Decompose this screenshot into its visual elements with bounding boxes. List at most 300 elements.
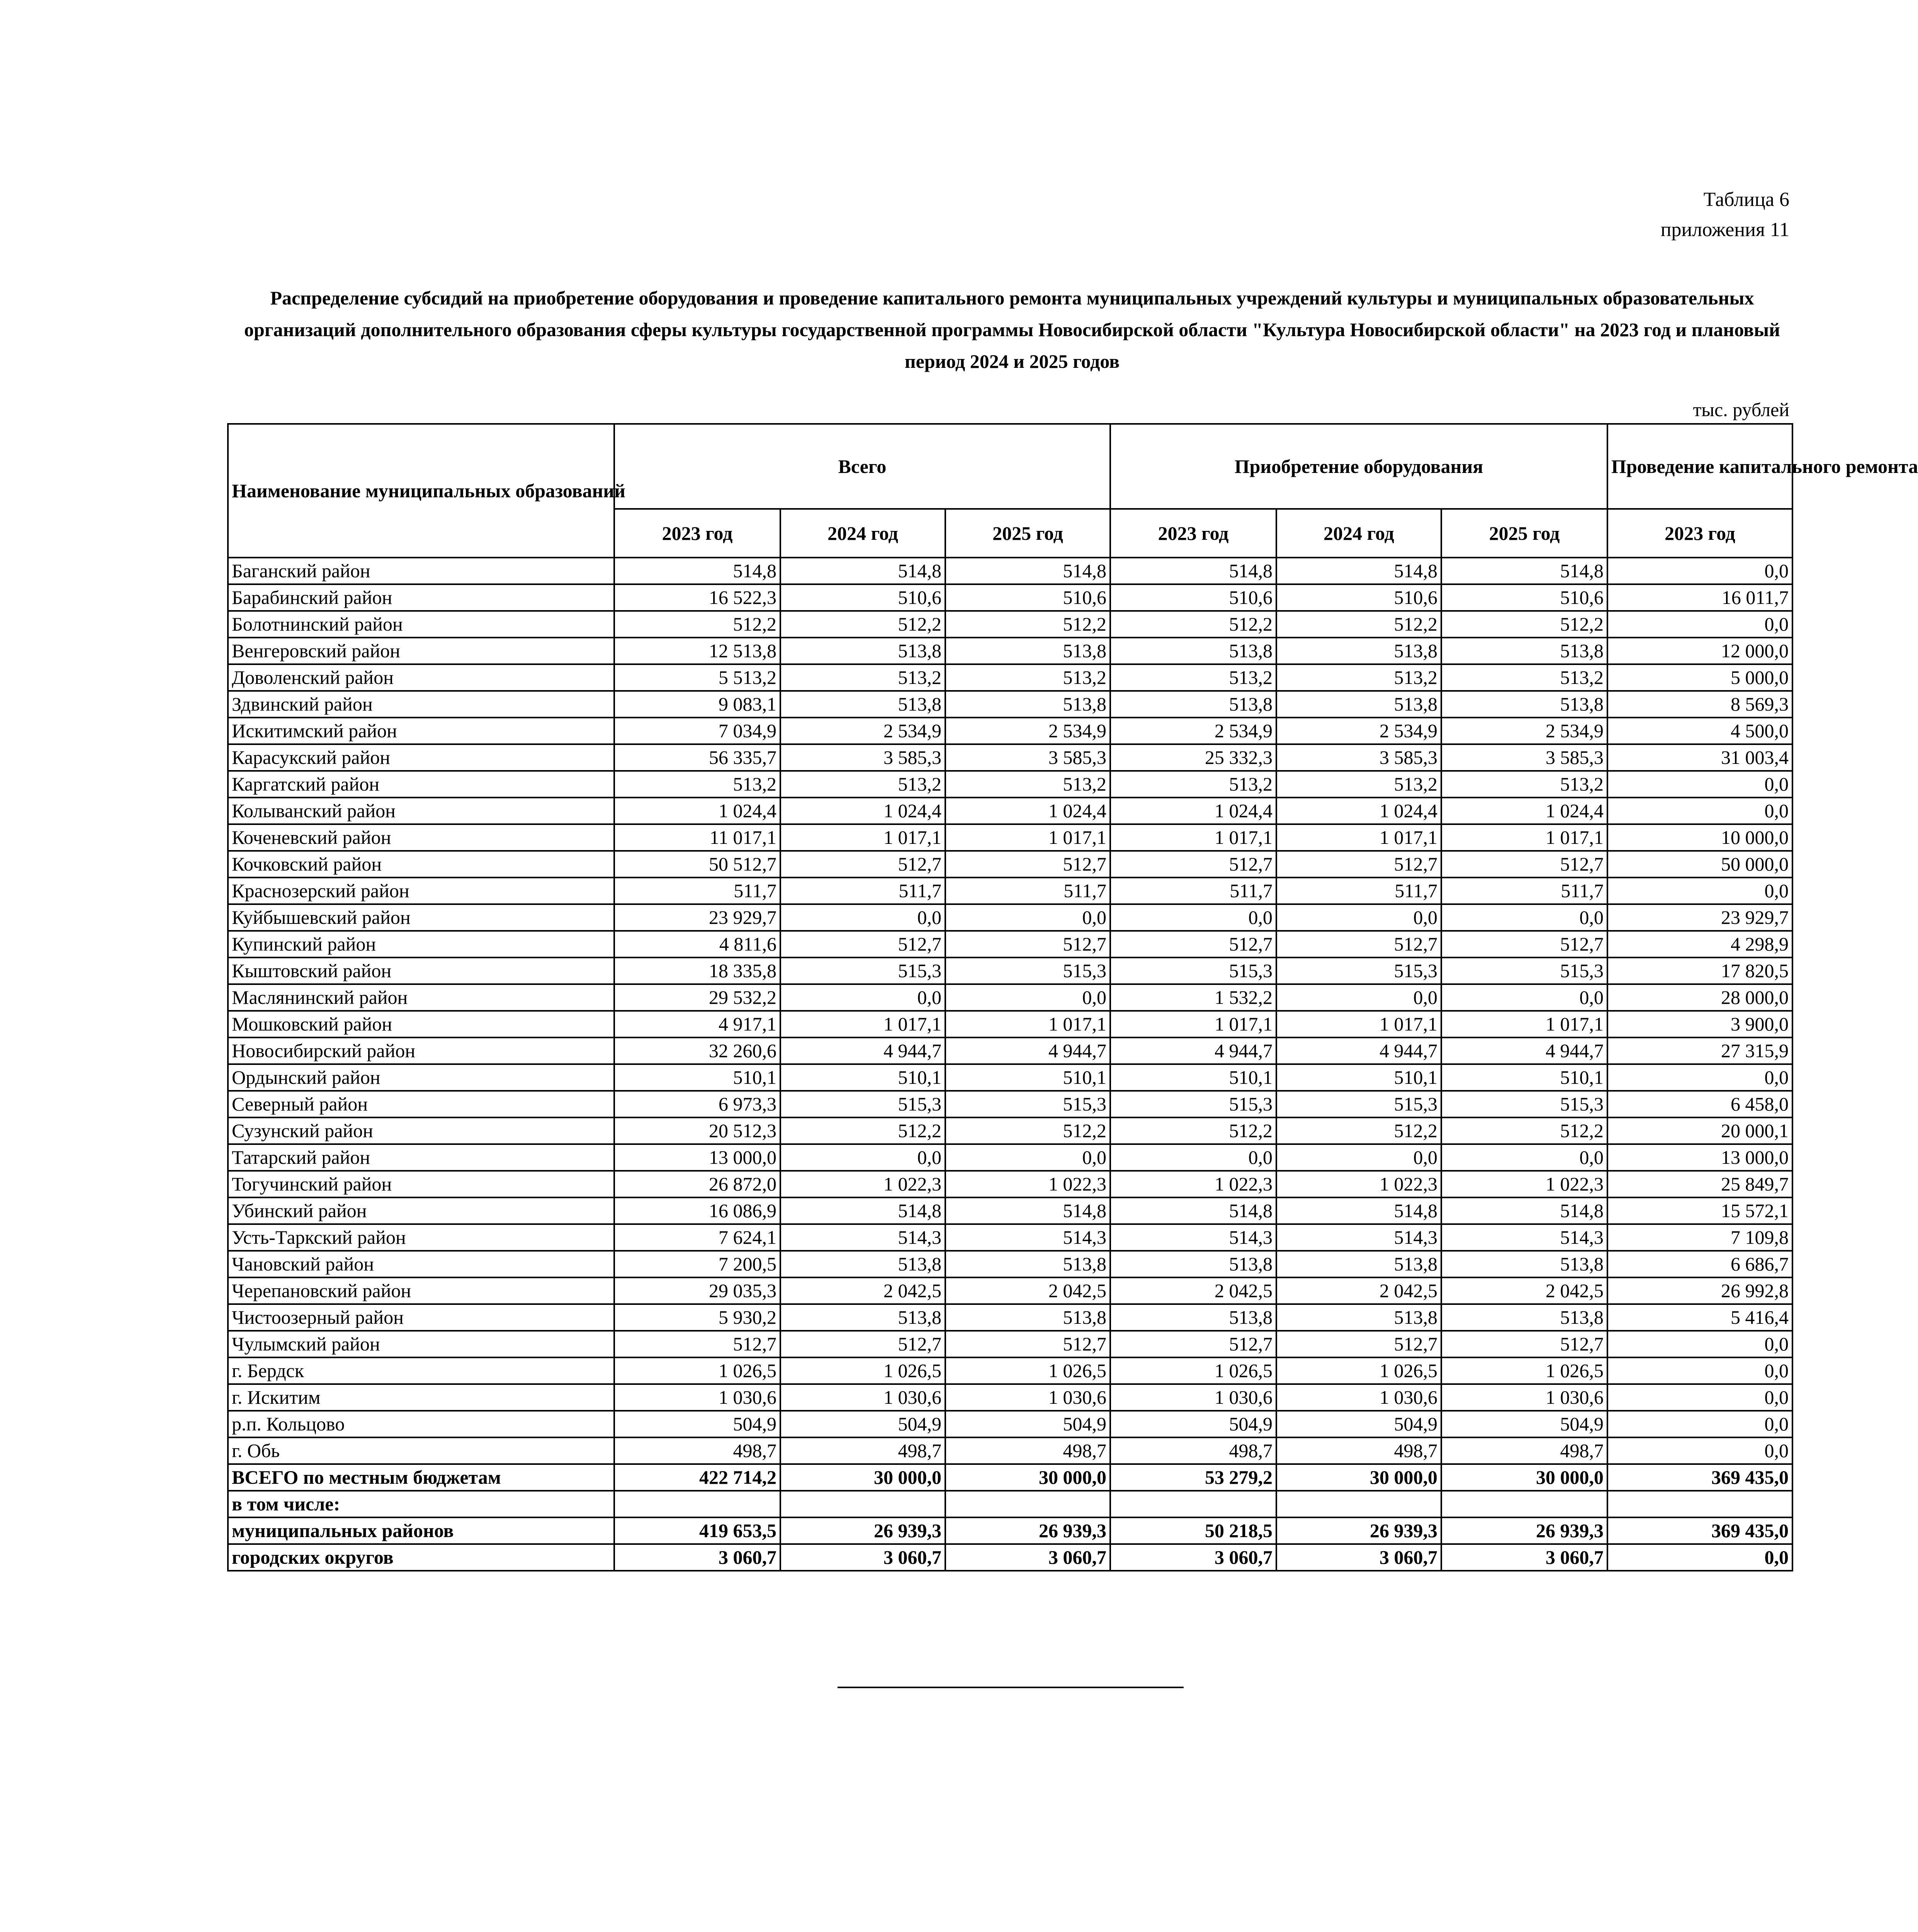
cell-value: 1 030,6 <box>1441 1384 1607 1411</box>
cell-municipality: Колыванский район <box>228 798 614 824</box>
cell-value: 1 026,5 <box>614 1357 780 1384</box>
cell-value: 1 026,5 <box>780 1357 945 1384</box>
cell-value: 514,8 <box>1110 558 1276 584</box>
cell-value: 1 017,1 <box>1276 824 1441 851</box>
table-row <box>228 611 1792 638</box>
cell-value: 15 572,1 <box>1607 1197 1792 1224</box>
cell-value: 2 042,5 <box>1276 1277 1441 1304</box>
year-header: 2024 год <box>780 509 945 558</box>
cell-value: 510,6 <box>780 584 945 611</box>
cell-value: 512,2 <box>1276 611 1441 638</box>
cell-value: 7 624,1 <box>614 1224 780 1251</box>
cell-value: 513,8 <box>1276 1304 1441 1331</box>
cell-value: 0,0 <box>1110 1144 1276 1171</box>
table-row <box>228 1224 1792 1251</box>
cell-value: 515,3 <box>945 1091 1110 1117</box>
cell-value: 513,8 <box>780 691 945 718</box>
cell-value: 513,2 <box>1276 664 1441 691</box>
cell-value: 513,8 <box>1110 638 1276 664</box>
cell-municipality: Чистоозерный район <box>228 1304 614 1331</box>
cell-value: 6 686,7 <box>1607 1251 1792 1277</box>
cell-value: 515,3 <box>1110 957 1276 984</box>
cell-value: 4 944,7 <box>780 1037 945 1064</box>
cell-value: 1 017,1 <box>780 1011 945 1037</box>
cell-value: 27 315,9 <box>1607 1037 1792 1064</box>
cell-value: 514,3 <box>780 1224 945 1251</box>
cell-value: 510,1 <box>614 1064 780 1091</box>
cell-value: 0,0 <box>1110 904 1276 931</box>
cell-value: 1 017,1 <box>1110 824 1276 851</box>
year-header: 2023 год <box>1607 509 1792 558</box>
table-row <box>228 931 1792 957</box>
cell-municipality: Баганский район <box>228 558 614 584</box>
cell-value: 0,0 <box>1607 878 1792 904</box>
cell-value: 1 024,4 <box>614 798 780 824</box>
cell-value: 1 024,4 <box>1441 798 1607 824</box>
cell-value: 7 034,9 <box>614 718 780 744</box>
cell-value: 6 458,0 <box>1607 1091 1792 1117</box>
cell-municipality: Чулымский район <box>228 1331 614 1357</box>
cell-value: 369 435,0 <box>1607 1464 1792 1491</box>
cell-value: 513,8 <box>945 638 1110 664</box>
total-row <box>228 1464 1792 1491</box>
cell-value: 513,8 <box>780 638 945 664</box>
cell-value: 12 000,0 <box>1607 638 1792 664</box>
cell-value: 512,2 <box>1441 611 1607 638</box>
cell-value: 23 929,7 <box>1607 904 1792 931</box>
cell-value: 511,7 <box>1441 878 1607 904</box>
cell-value: 3 060,7 <box>780 1544 945 1571</box>
cell-value: 513,8 <box>1110 1304 1276 1331</box>
cell-value: 3 060,7 <box>1441 1544 1607 1571</box>
cell-value: 512,7 <box>945 851 1110 878</box>
cell-municipality: Новосибирский район <box>228 1037 614 1064</box>
cell-value: 0,0 <box>945 1144 1110 1171</box>
cell-value: 513,8 <box>1276 1251 1441 1277</box>
cell-value: 513,2 <box>1110 771 1276 798</box>
cell-value: 504,9 <box>1110 1411 1276 1437</box>
cell-municipality: г. Искитим <box>228 1384 614 1411</box>
cell-value: 513,2 <box>780 664 945 691</box>
cell-municipality: ВСЕГО по местным бюджетам <box>228 1464 614 1491</box>
cell-value: 1 017,1 <box>945 824 1110 851</box>
cell-municipality: Кыштовский район <box>228 957 614 984</box>
table-row <box>228 1437 1792 1464</box>
cell-municipality: Чановский район <box>228 1251 614 1277</box>
cell-value: 504,9 <box>780 1411 945 1437</box>
cell-value: 512,7 <box>1110 1331 1276 1357</box>
cell-value: 513,8 <box>1110 691 1276 718</box>
table-row <box>228 1064 1792 1091</box>
cell-value: 504,9 <box>1276 1411 1441 1437</box>
cell-value: 1 030,6 <box>780 1384 945 1411</box>
cell-municipality: Барабинский район <box>228 584 614 611</box>
cell-value: 20 512,3 <box>614 1117 780 1144</box>
cell-value: 16 522,3 <box>614 584 780 611</box>
cell-value: 512,7 <box>1441 1331 1607 1357</box>
cell-value: 31 003,4 <box>1607 744 1792 771</box>
cell-value: 498,7 <box>1276 1437 1441 1464</box>
cell-value: 0,0 <box>1607 1437 1792 1464</box>
cell-value: 13 000,0 <box>1607 1144 1792 1171</box>
cell-value: 1 030,6 <box>945 1384 1110 1411</box>
cell-value: 26 939,3 <box>1276 1517 1441 1544</box>
cell-value: 7 109,8 <box>1607 1224 1792 1251</box>
cell-value: 1 017,1 <box>1441 824 1607 851</box>
cell-value: 510,6 <box>945 584 1110 611</box>
cell-value: 498,7 <box>614 1437 780 1464</box>
cell-value: 514,3 <box>945 1224 1110 1251</box>
cell-municipality: Карасукский район <box>228 744 614 771</box>
cell-value: 4 944,7 <box>1441 1037 1607 1064</box>
cell-value: 504,9 <box>614 1411 780 1437</box>
table-reference <box>1661 185 1789 245</box>
cell-value: 17 820,5 <box>1607 957 1792 984</box>
cell-value: 4 811,6 <box>614 931 780 957</box>
cell-value: 5 930,2 <box>614 1304 780 1331</box>
table-row <box>228 1144 1792 1171</box>
cell-value: 510,6 <box>1110 584 1276 611</box>
cell-value: 510,1 <box>1110 1064 1276 1091</box>
cell-value: 513,8 <box>945 1251 1110 1277</box>
cell-value: 3 060,7 <box>1276 1544 1441 1571</box>
cell-value: 1 017,1 <box>945 1011 1110 1037</box>
cell-value: 3 060,7 <box>614 1544 780 1571</box>
cell-municipality: городских округов <box>228 1544 614 1571</box>
cell-municipality: Краснозерский район <box>228 878 614 904</box>
column-header-repair: Проведение капитального ремонта <box>1607 424 1792 509</box>
cell-value: 422 714,2 <box>614 1464 780 1491</box>
cell-value: 30 000,0 <box>945 1464 1110 1491</box>
cell-value: 7 200,5 <box>614 1251 780 1277</box>
total-row <box>228 1544 1792 1571</box>
cell-value: 512,7 <box>1441 851 1607 878</box>
cell-value: 2 042,5 <box>945 1277 1110 1304</box>
cell-value: 514,8 <box>780 558 945 584</box>
cell-value: 513,2 <box>780 771 945 798</box>
cell-value: 513,2 <box>1110 664 1276 691</box>
cell-value: 4 917,1 <box>614 1011 780 1037</box>
table-label: Таблица 6 <box>1703 189 1789 211</box>
cell-value <box>1441 1491 1607 1517</box>
cell-value: 1 022,3 <box>1441 1171 1607 1197</box>
cell-value: 1 024,4 <box>1276 798 1441 824</box>
cell-value: 56 335,7 <box>614 744 780 771</box>
cell-value: 0,0 <box>780 1144 945 1171</box>
cell-value: 4 500,0 <box>1607 718 1792 744</box>
table-row <box>228 1411 1792 1437</box>
cell-value: 26 939,3 <box>945 1517 1110 1544</box>
cell-value: 512,2 <box>614 611 780 638</box>
cell-value: 32 260,6 <box>614 1037 780 1064</box>
cell-value: 2 534,9 <box>1276 718 1441 744</box>
cell-value: 1 017,1 <box>1110 1011 1276 1037</box>
table-row <box>228 798 1792 824</box>
cell-value: 1 026,5 <box>1441 1357 1607 1384</box>
cell-value: 1 026,5 <box>1110 1357 1276 1384</box>
cell-value: 510,1 <box>1276 1064 1441 1091</box>
cell-value: 512,7 <box>780 851 945 878</box>
cell-value: 515,3 <box>1441 1091 1607 1117</box>
cell-value: 512,7 <box>1441 931 1607 957</box>
column-header-equipment: Приобретение оборудования <box>1110 424 1607 509</box>
cell-value: 419 653,5 <box>614 1517 780 1544</box>
table-row <box>228 824 1792 851</box>
cell-municipality: Тогучинский район <box>228 1171 614 1197</box>
cell-value: 0,0 <box>1607 611 1792 638</box>
cell-value: 0,0 <box>1607 1331 1792 1357</box>
cell-value: 0,0 <box>1276 1144 1441 1171</box>
table-row <box>228 771 1792 798</box>
cell-value: 26 939,3 <box>1441 1517 1607 1544</box>
table-row <box>228 1197 1792 1224</box>
cell-value: 3 060,7 <box>945 1544 1110 1571</box>
cell-municipality: Ордынский район <box>228 1064 614 1091</box>
cell-value: 0,0 <box>945 984 1110 1011</box>
cell-municipality: Кочковский район <box>228 851 614 878</box>
cell-value: 4 298,9 <box>1607 931 1792 957</box>
table-row <box>228 904 1792 931</box>
cell-value: 514,3 <box>1441 1224 1607 1251</box>
cell-value: 513,8 <box>780 1251 945 1277</box>
cell-value: 515,3 <box>1110 1091 1276 1117</box>
cell-value: 514,8 <box>1441 558 1607 584</box>
cell-value: 0,0 <box>780 904 945 931</box>
cell-value: 512,7 <box>1276 931 1441 957</box>
cell-value: 12 513,8 <box>614 638 780 664</box>
cell-value: 512,7 <box>1110 851 1276 878</box>
cell-value: 513,8 <box>1441 1251 1607 1277</box>
year-header: 2023 год <box>614 509 780 558</box>
cell-value: 2 042,5 <box>780 1277 945 1304</box>
cell-value: 513,8 <box>945 691 1110 718</box>
cell-value: 3 585,3 <box>780 744 945 771</box>
table-body <box>228 558 1792 1571</box>
cell-value: 5 513,2 <box>614 664 780 691</box>
table-row <box>228 1171 1792 1197</box>
cell-value: 4 944,7 <box>945 1037 1110 1064</box>
subsidy-table <box>227 423 1918 1571</box>
header-row-groups <box>228 424 1792 509</box>
cell-value: 512,2 <box>1110 1117 1276 1144</box>
table-row <box>228 1384 1792 1411</box>
cell-value: 514,8 <box>1276 1197 1441 1224</box>
cell-value: 5 000,0 <box>1607 664 1792 691</box>
cell-municipality: г. Бердск <box>228 1357 614 1384</box>
cell-value: 498,7 <box>1110 1437 1276 1464</box>
cell-municipality: Маслянинский район <box>228 984 614 1011</box>
cell-value: 1 030,6 <box>1276 1384 1441 1411</box>
bottom-divider <box>838 1687 1184 1688</box>
cell-value <box>945 1491 1110 1517</box>
cell-value: 13 000,0 <box>614 1144 780 1171</box>
cell-municipality: муниципальных районов <box>228 1517 614 1544</box>
cell-value: 515,3 <box>1276 957 1441 984</box>
cell-value: 512,2 <box>1441 1117 1607 1144</box>
cell-municipality: Каргатский район <box>228 771 614 798</box>
cell-municipality: Убинский район <box>228 1197 614 1224</box>
cell-value: 20 000,1 <box>1607 1117 1792 1144</box>
cell-value: 510,6 <box>1276 584 1441 611</box>
column-header-total: Всего <box>614 424 1110 509</box>
cell-value: 9 083,1 <box>614 691 780 718</box>
cell-value: 513,2 <box>945 771 1110 798</box>
units-label: тыс. рублей <box>1693 399 1789 420</box>
cell-value: 513,2 <box>1276 771 1441 798</box>
cell-value: 510,1 <box>1441 1064 1607 1091</box>
cell-value: 2 534,9 <box>945 718 1110 744</box>
cell-value: 514,8 <box>945 558 1110 584</box>
cell-value: 513,8 <box>1441 691 1607 718</box>
cell-value: 512,7 <box>1110 931 1276 957</box>
cell-value: 5 416,4 <box>1607 1304 1792 1331</box>
cell-municipality: Черепановский район <box>228 1277 614 1304</box>
cell-value: 11 017,1 <box>614 824 780 851</box>
cell-value: 514,8 <box>945 1197 1110 1224</box>
cell-value: 514,8 <box>1276 558 1441 584</box>
cell-value: 1 026,5 <box>1276 1357 1441 1384</box>
cell-value: 0,0 <box>1607 558 1792 584</box>
cell-value: 2 042,5 <box>1441 1277 1607 1304</box>
cell-value: 50 000,0 <box>1607 851 1792 878</box>
cell-value: 26 872,0 <box>614 1171 780 1197</box>
cell-value: 515,3 <box>945 957 1110 984</box>
cell-value: 513,2 <box>614 771 780 798</box>
cell-value: 510,6 <box>1441 584 1607 611</box>
table-row <box>228 1011 1792 1037</box>
cell-value: 0,0 <box>1607 1544 1792 1571</box>
cell-value: 512,7 <box>945 1331 1110 1357</box>
cell-value: 2 042,5 <box>1110 1277 1276 1304</box>
cell-value: 1 022,3 <box>780 1171 945 1197</box>
cell-value <box>1276 1491 1441 1517</box>
table-row <box>228 718 1792 744</box>
cell-value: 513,8 <box>1441 638 1607 664</box>
year-header: 2025 год <box>945 509 1110 558</box>
cell-value: 23 929,7 <box>614 904 780 931</box>
cell-value: 513,8 <box>1441 1304 1607 1331</box>
cell-value: 3 585,3 <box>945 744 1110 771</box>
cell-value: 498,7 <box>780 1437 945 1464</box>
cell-value: 1 022,3 <box>945 1171 1110 1197</box>
cell-value: 512,7 <box>614 1331 780 1357</box>
cell-value: 513,2 <box>1441 771 1607 798</box>
cell-value: 50 512,7 <box>614 851 780 878</box>
cell-value: 1 022,3 <box>1276 1171 1441 1197</box>
cell-value: 514,8 <box>780 1197 945 1224</box>
cell-value: 0,0 <box>1607 1357 1792 1384</box>
cell-value: 28 000,0 <box>1607 984 1792 1011</box>
cell-value: 513,8 <box>1110 1251 1276 1277</box>
cell-value: 512,7 <box>945 931 1110 957</box>
cell-value: 30 000,0 <box>1276 1464 1441 1491</box>
cell-value: 498,7 <box>1441 1437 1607 1464</box>
cell-value: 512,7 <box>1276 851 1441 878</box>
cell-value: 3 900,0 <box>1607 1011 1792 1037</box>
table-row <box>228 1304 1792 1331</box>
table-row <box>228 1331 1792 1357</box>
cell-value: 513,8 <box>945 1304 1110 1331</box>
cell-value: 511,7 <box>1110 878 1276 904</box>
cell-value: 512,2 <box>780 611 945 638</box>
cell-value: 0,0 <box>780 984 945 1011</box>
cell-municipality: Здвинский район <box>228 691 614 718</box>
cell-value: 2 534,9 <box>1441 718 1607 744</box>
cell-value: 515,3 <box>780 1091 945 1117</box>
cell-value: 6 973,3 <box>614 1091 780 1117</box>
table-row <box>228 1091 1792 1117</box>
cell-value: 0,0 <box>1607 1411 1792 1437</box>
cell-value: 10 000,0 <box>1607 824 1792 851</box>
cell-value: 29 532,2 <box>614 984 780 1011</box>
table-row <box>228 584 1792 611</box>
table-row <box>228 744 1792 771</box>
cell-municipality: в том числе: <box>228 1491 614 1517</box>
cell-municipality: Сузунский район <box>228 1117 614 1144</box>
cell-value: 513,2 <box>945 664 1110 691</box>
cell-municipality: Куйбышевский район <box>228 904 614 931</box>
cell-value: 510,1 <box>780 1064 945 1091</box>
cell-municipality: Купинский район <box>228 931 614 957</box>
cell-municipality: Усть-Таркский район <box>228 1224 614 1251</box>
cell-value: 511,7 <box>614 878 780 904</box>
cell-value: 1 022,3 <box>1110 1171 1276 1197</box>
total-row <box>228 1491 1792 1517</box>
cell-value: 16 011,7 <box>1607 584 1792 611</box>
cell-value: 515,3 <box>1276 1091 1441 1117</box>
cell-value: 8 569,3 <box>1607 691 1792 718</box>
table-row <box>228 1037 1792 1064</box>
cell-value: 515,3 <box>780 957 945 984</box>
cell-value: 16 086,9 <box>614 1197 780 1224</box>
table-row <box>228 1117 1792 1144</box>
cell-value: 0,0 <box>1441 1144 1607 1171</box>
cell-value: 0,0 <box>1441 904 1607 931</box>
cell-municipality: Болотнинский район <box>228 611 614 638</box>
cell-value: 514,8 <box>1110 1197 1276 1224</box>
cell-value: 513,8 <box>1276 691 1441 718</box>
cell-value: 3 585,3 <box>1441 744 1607 771</box>
year-header: 2024 год <box>1276 509 1441 558</box>
column-header-name: Наименование муниципальных образований <box>228 424 614 558</box>
cell-value <box>1110 1491 1276 1517</box>
cell-municipality: Венгеровский район <box>228 638 614 664</box>
cell-value: 1 532,2 <box>1110 984 1276 1011</box>
cell-value: 0,0 <box>1441 984 1607 1011</box>
cell-value: 1 024,4 <box>780 798 945 824</box>
cell-value: 3 585,3 <box>1276 744 1441 771</box>
cell-value: 369 435,0 <box>1607 1517 1792 1544</box>
document-title: Распределение субсидий на приобретение оборудования и проведение капитального ремонта муниципальных учреждений культуры и муниципальных образовательных организаций дополнительного образования сферы культуры государственной программы Новосибирской области "Культура Новосибирской области" на 2023 год и плановый период 2024 и 2025 годов <box>244 287 1780 372</box>
cell-value: 1 024,4 <box>1110 798 1276 824</box>
cell-value: 513,8 <box>1276 638 1441 664</box>
cell-value: 1 017,1 <box>1276 1011 1441 1037</box>
cell-municipality: Татарский район <box>228 1144 614 1171</box>
cell-value: 1 030,6 <box>1110 1384 1276 1411</box>
cell-municipality: Искитимский район <box>228 718 614 744</box>
cell-value: 1 017,1 <box>1441 1011 1607 1037</box>
cell-value: 513,2 <box>1441 664 1607 691</box>
cell-value: 0,0 <box>1607 1384 1792 1411</box>
cell-value: 18 335,8 <box>614 957 780 984</box>
cell-value: 2 534,9 <box>780 718 945 744</box>
cell-value: 26 939,3 <box>780 1517 945 1544</box>
cell-value: 1 017,1 <box>780 824 945 851</box>
cell-value: 4 944,7 <box>1276 1037 1441 1064</box>
cell-value: 512,2 <box>945 1117 1110 1144</box>
table-row <box>228 984 1792 1011</box>
cell-value <box>1607 1491 1792 1517</box>
